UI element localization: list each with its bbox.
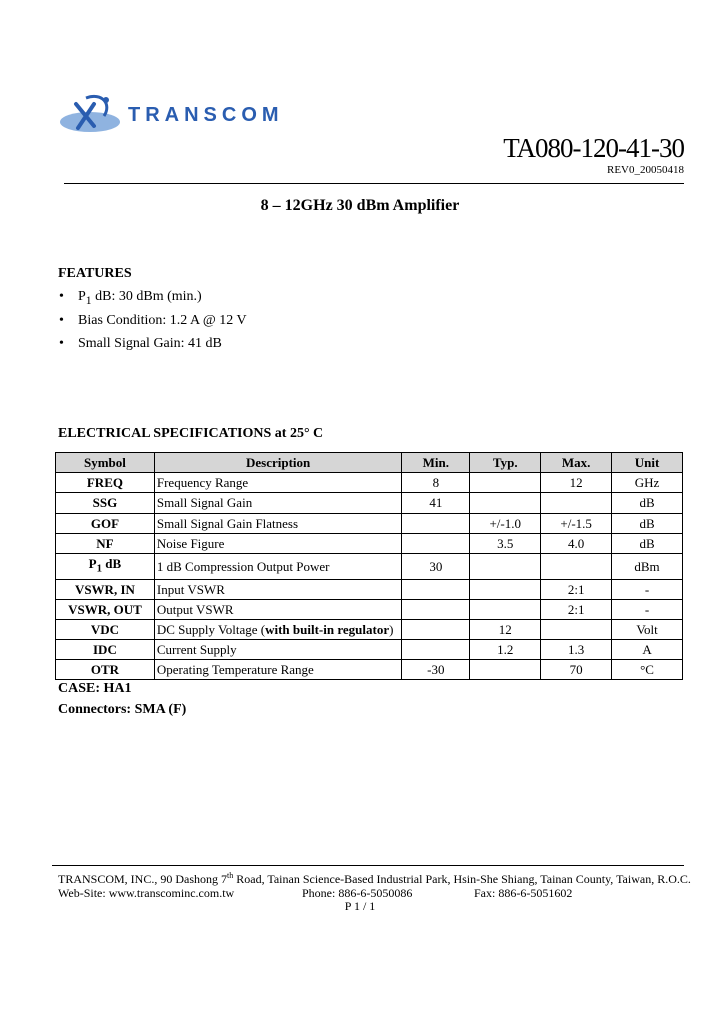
symbol-cell: [56, 533, 155, 553]
symbol-text: dB: [102, 555, 122, 571]
description-cell: [154, 660, 402, 680]
min-cell: 8: [402, 473, 470, 493]
table-row: [56, 579, 683, 599]
address-text: TRANSCOM, INC., 90 Dashong 7: [58, 872, 228, 886]
description-text: 1 dB Compression Output Power: [156, 558, 330, 574]
typ-cell: [470, 660, 541, 680]
bullet-icon: •: [59, 336, 64, 351]
features-heading: FEATURES: [58, 266, 132, 281]
description-text: DC Supply Voltage (: [156, 622, 266, 637]
max-cell: 2:1: [541, 599, 612, 619]
electrical-specs-heading: ELECTRICAL SPECIFICATIONS at 25° C: [58, 426, 324, 441]
min-cell: [402, 579, 470, 599]
symbol-text: P: [88, 555, 97, 571]
description-text: Input VSWR: [156, 581, 225, 597]
max-cell: 12: [541, 473, 612, 493]
feature-text: dB: 30 dBm (min.): [91, 289, 202, 304]
table-header-row: [56, 453, 683, 473]
symbol-text: GOF: [90, 515, 120, 531]
description-cell: [154, 619, 402, 639]
typ-cell: [470, 473, 541, 493]
symbol-cell: [56, 660, 155, 680]
unit-cell: A: [612, 640, 683, 660]
typ-cell: [470, 493, 541, 513]
column-header: Description: [154, 453, 402, 473]
table-row: [56, 599, 683, 619]
typ-cell: 12: [470, 619, 541, 639]
footer-address: [58, 871, 691, 887]
description-cell: [154, 599, 402, 619]
min-cell: [402, 640, 470, 660]
symbol-cell: [56, 599, 155, 619]
page-title: 8 – 12GHz 30 dBm Amplifier: [260, 197, 460, 214]
description-cell: [154, 640, 402, 660]
bullet-icon: •: [59, 289, 64, 304]
feature-text: P: [78, 289, 86, 304]
max-cell: [541, 553, 612, 579]
transcom-logo-icon: [58, 90, 128, 140]
company-logo: [58, 90, 308, 140]
description-cell: [154, 553, 402, 579]
footer-fax: Fax: 886-6-5051602: [474, 886, 573, 900]
connectors-label: Connectors: SMA (F): [58, 702, 187, 717]
min-cell: [402, 533, 470, 553]
table-row: [56, 513, 683, 533]
unit-cell: dB: [612, 493, 683, 513]
feature-item: [58, 313, 247, 337]
max-cell: 1.3: [541, 640, 612, 660]
max-cell: [541, 493, 612, 513]
unit-cell: dB: [612, 513, 683, 533]
symbol-cell: [56, 619, 155, 639]
max-cell: [541, 619, 612, 639]
symbol-text: VDC: [90, 622, 120, 637]
column-header: Typ.: [470, 453, 541, 473]
max-cell: 70: [541, 660, 612, 680]
symbol-cell: [56, 553, 155, 579]
typ-cell: [470, 599, 541, 619]
page-number: P 1 / 1: [344, 899, 376, 913]
description-text: Current Supply: [156, 642, 237, 658]
table-row: [56, 553, 683, 579]
table-row: [56, 473, 683, 493]
min-cell: 30: [402, 553, 470, 579]
unit-cell: dBm: [612, 553, 683, 579]
typ-cell: [470, 579, 541, 599]
description-bold-text: with built-in regulator: [265, 622, 390, 637]
address-text: Road, Tainan Science-Based Industrial Park, Hsin-She Shiang, Tainan County, Taiwan, R.O.C.: [233, 872, 691, 886]
symbol-text: VSWR, IN: [74, 581, 135, 597]
revision-label: REV0_20050418: [607, 164, 684, 176]
table-row: [56, 619, 683, 639]
max-cell: 2:1: [541, 579, 612, 599]
footer-phone: Phone: 886-6-5050086: [302, 886, 413, 900]
max-cell: +/-1.5: [541, 513, 612, 533]
description-text: Operating Temperature Range: [156, 662, 314, 678]
typ-cell: 3.5: [470, 533, 541, 553]
spec-table-body: [56, 473, 683, 680]
spec-table: [55, 452, 683, 680]
features-list: [58, 289, 247, 360]
unit-cell: -: [612, 599, 683, 619]
typ-cell: [470, 553, 541, 579]
table-row: [56, 533, 683, 553]
symbol-cell: [56, 579, 155, 599]
typ-cell: +/-1.0: [470, 513, 541, 533]
symbol-cell: [56, 473, 155, 493]
symbol-text: FREQ: [86, 475, 123, 491]
table-row: [56, 640, 683, 660]
symbol-cell: [56, 640, 155, 660]
min-cell: [402, 513, 470, 533]
description-text: Output VSWR: [156, 601, 234, 617]
description-text: Small Signal Gain Flatness: [156, 515, 299, 531]
feature-text: Bias Condition: 1.2 A @ 12 V: [78, 312, 247, 328]
min-cell: [402, 599, 470, 619]
case-label: CASE: HA1: [58, 681, 132, 696]
typ-cell: 1.2: [470, 640, 541, 660]
feature-subscript: 1: [85, 293, 92, 307]
feature-item: [58, 336, 247, 360]
description-text: Small Signal Gain: [156, 495, 253, 511]
symbol-cell: [56, 513, 155, 533]
unit-cell: dB: [612, 533, 683, 553]
address-superscript: th: [227, 871, 234, 880]
description-cell: [154, 493, 402, 513]
footer-website: Web-Site: www.transcominc.com.tw: [58, 886, 235, 900]
feature-text: Small Signal Gain: 41 dB: [78, 336, 222, 351]
description-text: Noise Figure: [156, 535, 225, 551]
description-text: Frequency Range: [156, 475, 249, 491]
company-name: TRANSCOM: [128, 104, 284, 126]
min-cell: 41: [402, 493, 470, 513]
unit-cell: °C: [612, 660, 683, 680]
max-cell: 4.0: [541, 533, 612, 553]
symbol-text: VSWR, OUT: [68, 601, 142, 617]
unit-cell: Volt: [612, 619, 683, 639]
symbol-subscript: 1: [96, 562, 103, 575]
symbol-text: NF: [96, 535, 114, 551]
symbol-cell: [56, 493, 155, 513]
unit-cell: GHz: [612, 473, 683, 493]
column-header: Symbol: [56, 453, 155, 473]
footer-divider: [52, 865, 684, 866]
column-header: Min.: [402, 453, 470, 473]
description-text: ): [389, 622, 394, 637]
symbol-text: OTR: [90, 662, 120, 678]
unit-cell: -: [612, 579, 683, 599]
min-cell: -30: [402, 660, 470, 680]
min-cell: [402, 619, 470, 639]
table-row: [56, 660, 683, 680]
feature-item: [58, 289, 247, 313]
header-divider: [64, 183, 684, 184]
table-row: [56, 493, 683, 513]
description-cell: [154, 579, 402, 599]
description-cell: [154, 513, 402, 533]
symbol-text: SSG: [92, 495, 118, 511]
part-number: TA080-120-41-30: [503, 133, 684, 163]
column-header: Max.: [541, 453, 612, 473]
symbol-text: IDC: [93, 642, 117, 658]
column-header: Unit: [612, 453, 683, 473]
description-cell: [154, 533, 402, 553]
description-cell: [154, 473, 402, 493]
bullet-icon: •: [59, 312, 64, 328]
